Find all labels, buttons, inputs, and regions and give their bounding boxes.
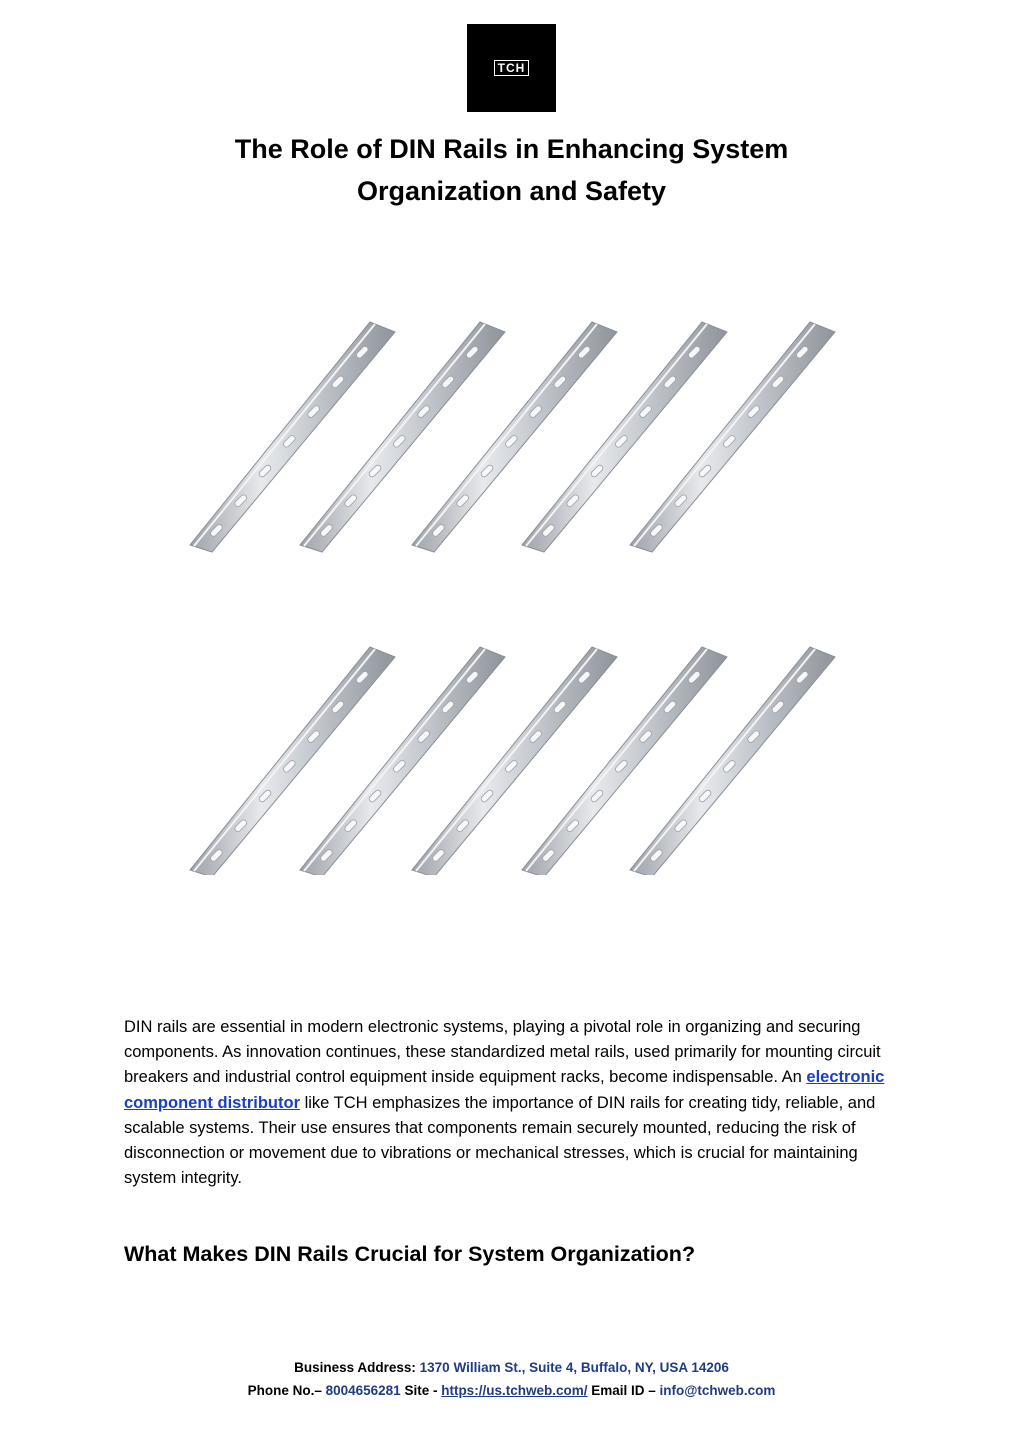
din-rails-image (170, 315, 850, 875)
logo-text: TCH (494, 60, 530, 76)
din-rail (630, 647, 835, 875)
title-line-2: Organization and Safety (356, 176, 667, 206)
intro-paragraph (124, 1015, 899, 1191)
page-title (150, 128, 873, 212)
phone-label: Phone No (247, 1383, 311, 1398)
tch-logo (467, 24, 556, 112)
address-label: Business Address: (294, 1360, 420, 1375)
footer (0, 1356, 1023, 1402)
site-label: Site - (400, 1383, 442, 1398)
footer-contact-line (0, 1379, 1023, 1402)
din-rail (630, 322, 835, 552)
din-rail (190, 322, 395, 552)
footer-address-line (0, 1356, 1023, 1379)
din-rail (522, 647, 727, 875)
din-rail (190, 647, 395, 875)
title-line-1: The Role of DIN Rails in Enhancing System (234, 134, 789, 164)
address-value: 1370 William St., Suite 4, Buffalo, NY, USA 14206 (419, 1360, 729, 1375)
din-rail (412, 647, 617, 875)
paragraph-text-2: like TCH emphasizes the importance of DIN rails for creating tidy, reliable, and scalable systems. Their use ensures that components remain securely mounted, reducing the risk of disconnection or movement due to vibrations or mechanical stresses, which is crucial for maintaining system integrity. (124, 1093, 876, 1188)
site-link[interactable]: https://us.tchweb.com/ (441, 1383, 588, 1398)
din-rail (300, 647, 505, 875)
din-rail (412, 322, 617, 552)
electronic-component-distributor-link[interactable]: electronic component distributor (124, 1068, 885, 1112)
paragraph-text-1: DIN rails are essential in modern electronic systems, playing a pivotal role in organizing and securing components. As innovation continues, these standardized metal rails, used primarily for mounting circuit breakers and industrial control equipment inside equipment racks, become indispensable. An (124, 1018, 881, 1087)
phone-value[interactable]: 8004656281 (325, 1383, 401, 1398)
section-heading: What Makes DIN Rails Crucial for System Organization? (124, 1242, 696, 1266)
din-rail (522, 322, 727, 552)
din-rail (300, 322, 505, 552)
email-value[interactable]: info@tchweb.com (659, 1383, 776, 1398)
email-label: Email ID – (587, 1383, 660, 1398)
phone-separator: .– (310, 1383, 326, 1398)
